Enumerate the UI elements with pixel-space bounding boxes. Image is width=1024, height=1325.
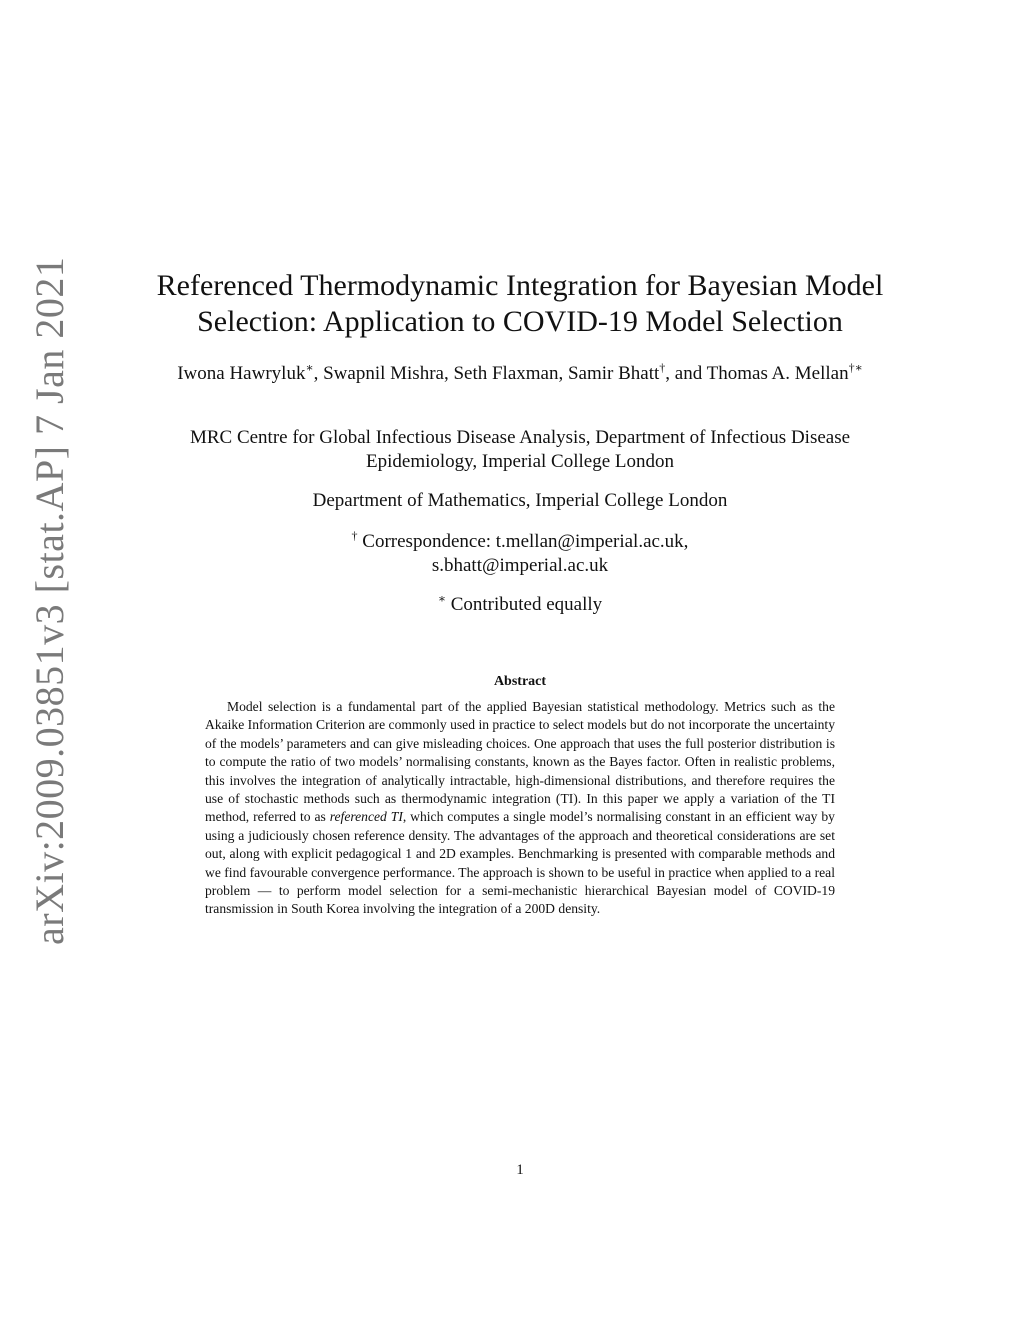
- author-name: Iwona Hawryluk: [177, 363, 306, 384]
- equal-contribution-mark: ∗: [305, 360, 314, 375]
- abstract-heading: Abstract: [493, 674, 547, 689]
- equal-contribution-note: [150, 593, 890, 617]
- author-list: [150, 362, 890, 386]
- paper-title: [140, 268, 900, 340]
- title-line-2: Selection: Application to COVID-19 Model Selection: [197, 305, 843, 338]
- author-names: , and Thomas A. Mellan: [665, 363, 849, 384]
- abstract-text-part-1: Model selection is a fundamental part of the applied Bayesian statistical methodology. Metrics such as the Akaike Information Criterion are commonly used in practice to select models but do not incorporate the uncertainty of the models’ parameters and can give misleading choices. One approach that uses the full posterior distribution is to compute the ratio of two models’ normalising constants, known as the Bayes factor. Often in realistic problems, this involves the integration of analytically intractable, high-dimensional distributions, and therefore requires the use of stochastic methods such as thermodynamic integration (TI). In this paper we apply a variation of the TI method, referred to as: [205, 699, 835, 825]
- title-line-1: Referenced Thermodynamic Integration for Bayesian Model: [156, 269, 884, 302]
- equal-contribution-text: Contributed equally: [445, 594, 603, 615]
- author-names: , Swapnil Mishra, Seth Flaxman, Samir Bhatt: [313, 363, 660, 384]
- correspondence-mark: †: [351, 528, 358, 543]
- affiliation-mrc-centre: MRC Centre for Global Infectious Disease Analysis, Department of Infectious Disease Epidemiology, Imperial College London: [189, 427, 851, 472]
- correspondence-line-1: Correspondence: t.mellan@imperial.ac.uk,: [357, 531, 689, 552]
- correspondence-line-2: s.bhatt@imperial.ac.uk: [431, 555, 609, 576]
- correspondence-note: [150, 530, 890, 578]
- abstract-emphasis: referenced TI: [329, 809, 403, 825]
- author-marks: †∗: [848, 360, 863, 375]
- abstract-body: [205, 698, 835, 919]
- equal-contribution-mark: ∗: [437, 591, 446, 606]
- abstract-text-part-2: , which computes a single model’s normalising constant in an efficient way by using a judiciously chosen reference density. The advantages of the approach and theoretical considerations are set out, along with explicit pedagogical 1 and 2D examples. Benchmarking is presented with comparable methods and we find favourable convergence performance. The approach is shown to be useful in practice when applied to a real problem — to perform model selection for a semi-mechanistic hierarchical Bayesian model of COVID-19 transmission in South Korea involving the integration of a 200D density.: [205, 809, 835, 917]
- arxiv-identifier-text: arXiv:2009.03851v3 [stat.AP] 7 Jan 2021: [27, 256, 72, 945]
- page-number: 1: [516, 1162, 524, 1178]
- affiliation-mathematics: Department of Mathematics, Imperial College London: [312, 490, 728, 511]
- correspondence-mark: †: [659, 360, 666, 375]
